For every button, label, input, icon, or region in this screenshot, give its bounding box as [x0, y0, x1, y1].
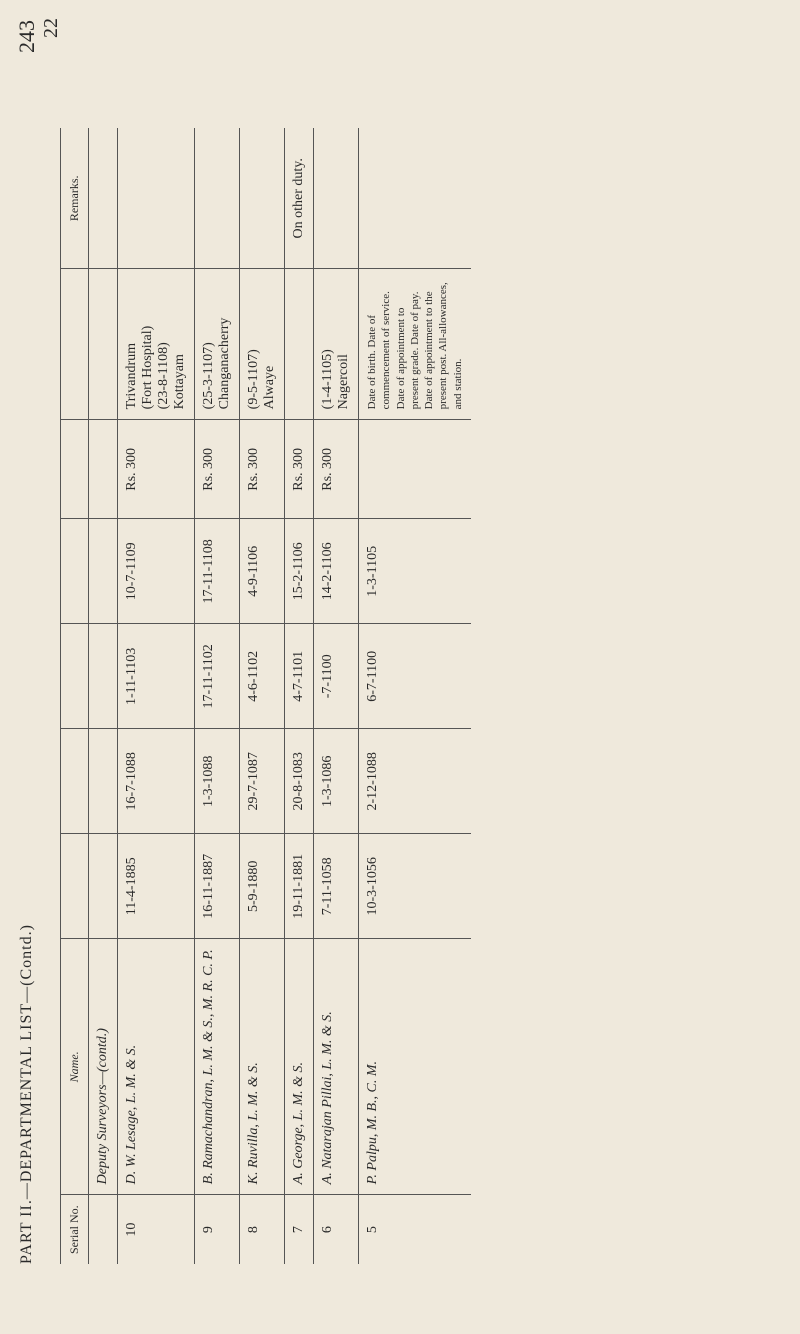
row-date-a: 10-3-1056: [359, 834, 472, 939]
row-serial: 10: [118, 1195, 195, 1264]
row-date-d: 10-7-1109: [118, 519, 195, 624]
row-date-a: 5-9-1880: [240, 834, 285, 939]
row-station: [314, 269, 359, 420]
row-name: B. Ramachandran, L. M. & S., M. R. C. P.: [195, 939, 240, 1195]
section-heading-row: [89, 128, 118, 1264]
row-station-line: Changanacherry: [217, 317, 232, 410]
page-title: PART II.—DEPARTMENTAL LIST—(Contd.): [18, 924, 35, 1264]
row-date-d: 1-3-1105: [359, 519, 472, 624]
header-serial: Serial No.: [61, 1195, 89, 1264]
row-station-line: Kottayam: [172, 354, 187, 410]
row-station-line: (1-4-1105): [320, 349, 335, 410]
header-date-d: [61, 519, 89, 624]
row-date-d: 17-11-1108: [195, 519, 240, 624]
row-remarks: On other duty.: [285, 128, 314, 269]
row-station: [285, 269, 314, 420]
row-station: [118, 269, 195, 420]
row-date-c: 4-7-1101: [285, 624, 314, 729]
row-station-line: (9-5-1107): [246, 349, 261, 410]
row-name: D. W. Lesage, L. M. & S.: [118, 939, 195, 1195]
header-date-b: [61, 729, 89, 834]
row-pay: Rs. 300: [240, 420, 285, 519]
row-station-line: (25-3-1107): [201, 342, 216, 410]
table-row: [314, 128, 359, 1264]
row-date-b: 16-7-1088: [118, 729, 195, 834]
header-station: [61, 269, 89, 420]
row-date-d: 14-2-1106: [314, 519, 359, 624]
row-station-line: Trivandrum: [124, 342, 139, 410]
row-name: A. George, L. M. & S.: [285, 939, 314, 1195]
section-heading: Deputy Surveyors—(contd.): [89, 939, 118, 1195]
row-date-c: 6-7-1100: [359, 624, 472, 729]
row-date-a: 16-11-1887: [195, 834, 240, 939]
row-cause: Date of birth. Date of commencement of service. Date of appointment to present grade. Date of pay. Date of appointment to the present post. All-allowances, and station.: [359, 269, 472, 420]
header-remarks: Remarks.: [61, 128, 89, 269]
row-date-d: 15-2-1106: [285, 519, 314, 624]
row-date-a: 7-11-1058: [314, 834, 359, 939]
row-serial: 8: [240, 1195, 285, 1264]
table-row: [118, 128, 195, 1264]
row-station: [195, 269, 240, 420]
header-date-a: [61, 834, 89, 939]
row-serial: 6: [314, 1195, 359, 1264]
row-serial: 7: [285, 1195, 314, 1264]
row-date-b: 1-3-1086: [314, 729, 359, 834]
row-station-line: Nagercoil: [336, 354, 351, 410]
row-date-c: 17-11-1102: [195, 624, 240, 729]
row-name: A. Natarajan Pillai, L. M. & S.: [314, 939, 359, 1195]
row-pay: Rs. 300: [118, 420, 195, 519]
row-station-line: (Fort Hospital): [140, 325, 155, 410]
row-serial: 5: [359, 1195, 472, 1264]
header-pay: [61, 420, 89, 519]
table-row: [240, 128, 285, 1264]
header-name: Name.: [61, 939, 89, 1195]
row-date-a: 19-11-1881: [285, 834, 314, 939]
row-pay: Rs. 300: [285, 420, 314, 519]
table-row: [195, 128, 240, 1264]
row-remarks: [359, 128, 472, 269]
row-name: K. Ruvilla, L. M. & S.: [240, 939, 285, 1195]
row-remarks: [314, 128, 359, 269]
row-name: P. Palpu, M. B., C. M.: [359, 939, 472, 1195]
row-date-b: 1-3-1088: [195, 729, 240, 834]
page-number: 243: [14, 20, 39, 53]
row-date-b: 20-8-1083: [285, 729, 314, 834]
row-pay: Rs. 300: [314, 420, 359, 519]
table-header: [61, 128, 89, 1264]
row-station-line: (23-8-1108): [156, 342, 171, 410]
row-remarks: [195, 128, 240, 269]
row-date-c: -7-1100: [314, 624, 359, 729]
page-mark: 22: [40, 18, 62, 38]
header-date-c: [61, 624, 89, 729]
table-row: [285, 128, 314, 1264]
row-date-b: 2-12-1088: [359, 729, 472, 834]
row-remarks: [118, 128, 195, 269]
table-row: [359, 128, 472, 1264]
row-pay: Rs. 300: [195, 420, 240, 519]
row-station-line: Alwaye: [262, 365, 277, 410]
row-remarks: [240, 128, 285, 269]
row-date-a: 11-4-1885: [118, 834, 195, 939]
row-pay: [359, 420, 472, 519]
row-date-c: 4-6-1102: [240, 624, 285, 729]
row-date-b: 29-7-1087: [240, 729, 285, 834]
row-serial: 9: [195, 1195, 240, 1264]
row-date-c: 1-11-1103: [118, 624, 195, 729]
row-date-d: 4-9-1106: [240, 519, 285, 624]
register-table: [60, 128, 471, 1264]
row-station: [240, 269, 285, 420]
